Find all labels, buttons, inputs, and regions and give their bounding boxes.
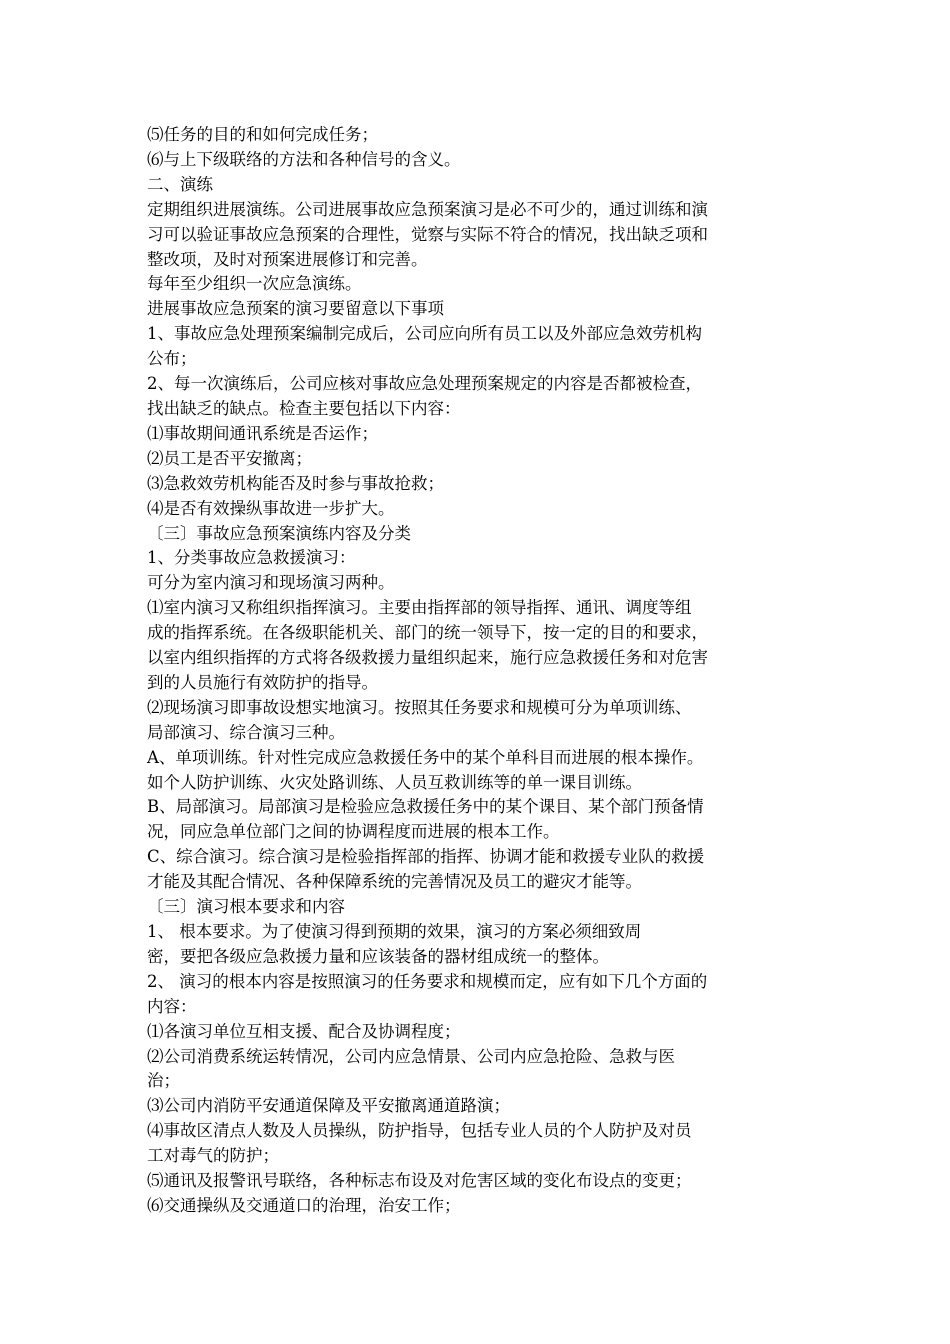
list-item: ⑵员工是否平安撤离；	[147, 448, 312, 468]
text-line: 定期组织进展演练。公司进展事故应急预案演习是必不可少的，通过训练和演	[147, 199, 708, 219]
text-line: 整改项，及时对预案进展修订和完善。	[147, 249, 428, 269]
list-item: ⑶公司内消防平安通道保障及平安撤离通道路演；	[147, 1096, 510, 1116]
text-line: B、局部演习。局部演习是检验应急救援任务中的某个课目、某个部门预备情	[147, 797, 704, 817]
list-item: ⑵公司消费系统运转情况，公司内应急情景、公司内应急抢险、急救与医	[147, 1046, 675, 1066]
text-line: 况，同应急单位部门之间的协调程度而进展的根本工作。	[147, 822, 560, 842]
text-line: 可分为室内演习和现场演习两种。	[147, 573, 395, 593]
list-item: ⑶急救效劳机构能否及时参与事故抢救；	[147, 473, 444, 493]
text-line: 1、事故应急处理预案编制完成后，公司应向所有员工以及外部应急效劳机构	[147, 324, 702, 344]
text-line: 才能及其配合情况、各种保障系统的完善情况及员工的避灾才能等。	[147, 872, 642, 892]
text-line: 如个人防护训练、火灾处路训练、人员互救训练等的单一课目训练。	[147, 772, 642, 792]
text-line: 习可以验证事故应急预案的合理性，觉察与实际不符合的情况，找出缺乏项和	[147, 224, 708, 244]
section-heading: 二、演练	[147, 174, 213, 194]
text-line: ⑸任务的目的和如何完成任务；	[147, 125, 378, 144]
section-heading: 〔三〕事故应急预案演练内容及分类	[147, 523, 411, 543]
text-line: 2、 演习的根本内容是按照演习的任务要求和规模而定，应有如下几个方面的	[147, 971, 708, 991]
list-item: ⑴室内演习又称组织指挥演习。主要由指挥部的领导指挥、通讯、调度等组	[147, 598, 692, 618]
document-body	[147, 123, 807, 1219]
text-line: 每年至少组织一次应急演练。	[147, 274, 362, 294]
text-line: 内容：	[147, 996, 197, 1016]
list-item: ⑷是否有效操纵事故进一步扩大。	[147, 498, 395, 518]
text-line: 局部演习、综合演习三种。	[147, 722, 345, 742]
text-line: 治；	[147, 1071, 180, 1091]
text-line: 以室内组织指挥的方式将各级救援力量组织起来，施行应急救援任务和对危害	[147, 648, 708, 668]
text-line: 1、分类事故应急救援演习：	[147, 548, 356, 568]
text-line: 进展事故应急预案的演习要留意以下事项	[147, 299, 444, 319]
list-item: ⑴各演习单位互相支援、配合及协调程度；	[147, 1021, 461, 1041]
text-line: 到的人员施行有效防护的指导。	[147, 672, 378, 692]
list-item: ⑹交通操纵及交通道口的治理，治安工作；	[147, 1195, 461, 1215]
list-item: ⑷事故区清点人数及人员操纵，防护指导，包括专业人员的个人防护及对员	[147, 1121, 692, 1141]
text-line: 密，要把各级应急救援力量和应该装备的器材组成统一的整体。	[147, 946, 609, 966]
text-line: 成的指挥系统。在各级职能机关、部门的统一领导下，按一定的目的和要求，	[147, 623, 708, 643]
list-item: ⑸通讯及报警讯号联络，各种标志布设及对危害区域的变化布设点的变更；	[147, 1171, 692, 1191]
list-item: ⑴事故期间通讯系统是否运作；	[147, 423, 378, 443]
list-item: ⑵现场演习即事故设想实地演习。按照其任务要求和规模可分为单项训练、	[147, 697, 692, 717]
text-line: ⑹与上下级联络的方法和各种信号的含义。	[147, 149, 461, 169]
text-line: 工对毒气的防护；	[147, 1146, 279, 1166]
text-line: 公布；	[147, 349, 197, 369]
text-line: 1、 根本要求。为了使演习得到预期的效果，演习的方案必须细致周	[147, 922, 642, 941]
text-line: 找出缺乏的缺点。检查主要包括以下内容：	[147, 398, 461, 418]
text-line: C、综合演习。综合演习是检验指挥部的指挥、协调才能和救援专业队的救援	[147, 847, 705, 867]
section-heading: 〔三〕演习根本要求和内容	[147, 897, 345, 917]
text-line: A、单项训练。针对性完成应急救援任务中的某个单科目而进展的根本操作。	[147, 747, 704, 767]
text-line: 2、每一次演练后，公司应核对事故应急处理预案规定的内容是否都被检查，	[147, 374, 702, 394]
